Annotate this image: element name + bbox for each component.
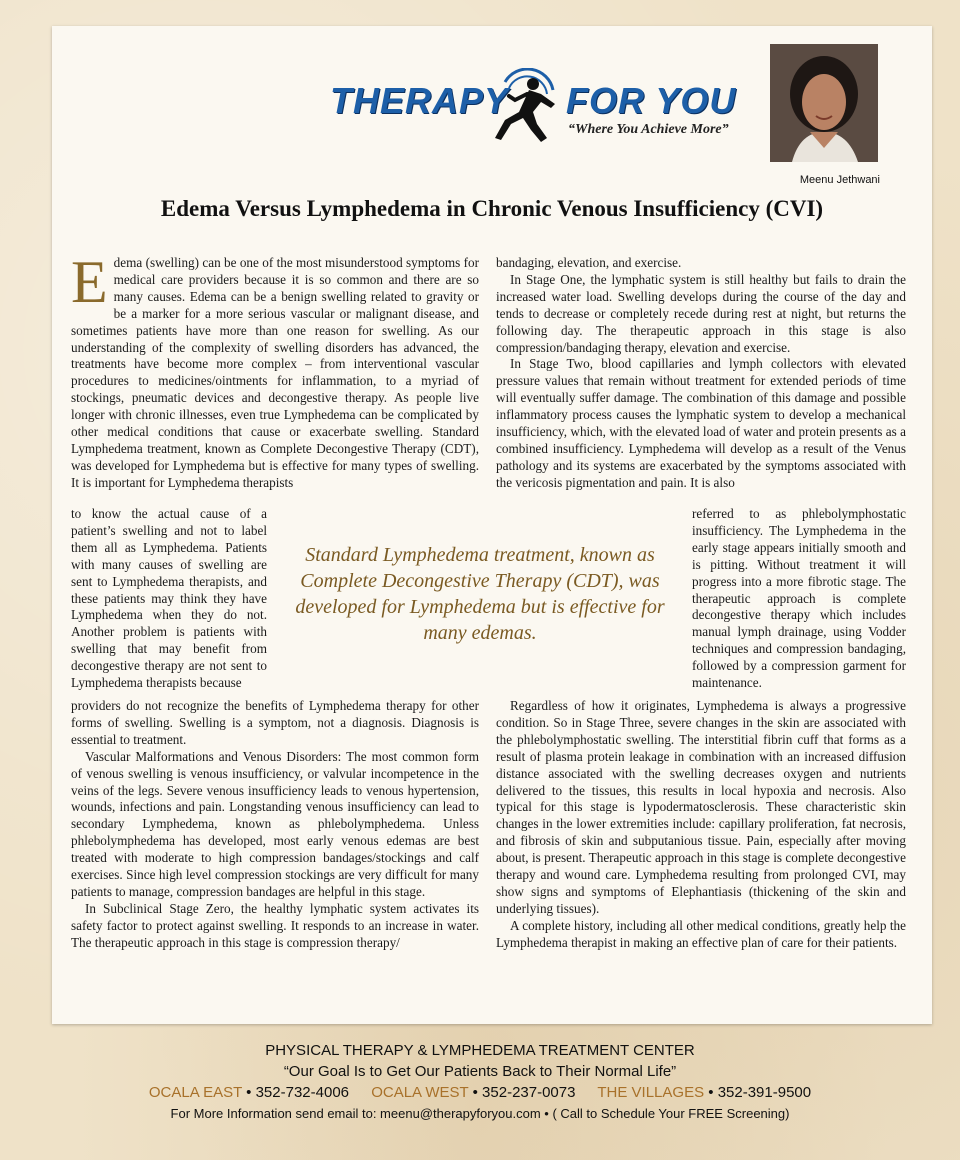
footer-center-name: PHYSICAL THERAPY & LYMPHEDEMA TREATMENT CENTER: [265, 1042, 695, 1059]
author-name: Meenu Jethwani: [799, 174, 880, 186]
intro-text: dema (swelling) can be one of the most misunderstood symptoms for medical care providers because it is so common and there are so many causes. Edema can be a benign swelling related to gravity or be a marker for a more serious vascular or malignant disease, and sometimes patients have more than one reason for swelling. As our understanding of the complexity of swelling disorders has advanced, the treatments have become more complex – from interventional vascular procedures to medicines/ointments for inflammation, to a myriad of stockings, pneumatic devices and decongestive therapy. As people live longer with chronic illnesses, even true Lymphedema can be complicated by other medical conditions that cause or exacerbate swelling. Standard Lymphedema treatment, known as Complete Decongestive Therapy (CDT), was developed for Lymphedema but is effective for many types of swelling. It is important for Lymphedema therapists: [71, 255, 479, 490]
drop-cap: E: [71, 249, 108, 315]
location-name: OCALA WEST: [371, 1084, 469, 1101]
paragraph-stage-one: In Stage One, the lymphatic system is still healthy but fails to drain the increased water load. Swelling develops during the course of the day and tends to decrease or completely recede during rest at night, but returns the following day. The therapeutic approach in this stage is also compression/bandaging therapy, elevation and exercise.: [496, 271, 906, 355]
paragraph-intro: [71, 249, 479, 492]
footer-contact[interactable]: For More Information send email to: meenu@therapyforyou.com • ( Call to Schedule Your FREE Screening): [170, 1106, 790, 1121]
paragraph-stage-two: In Stage Two, blood capillaries and lymph collectors with elevated pressure values that remain without treatment for extended periods of time will eventually suffer damage. The combination of this damage and possible inflammatory process causes the lymphatic system to develop a mechanical insufficiency, which, with the elevated load of water and protein presents as a combined insufficiency. Lymphedema will develop as a result of the Venus pathology and its systems are exacerbated by the symptoms associated with the vericosis pigmentation and pain. It is also: [496, 356, 906, 490]
paragraph-vascular: Vascular Malformations and Venous Disorders: The most common form of venous swelling is venous insufficiency, or valvular incompetence in the veins of the legs. Severe venous insufficiency leads to venous hypertension, wounds, infections and pain. Longstanding venous insufficiency can lead to secondary Lymphedema, known as phlebolymphedema. Unless phlebolymphedema has developed, most early venous edemas are best treated with moderate to high compression bandages/stockings and calf exercises. Since high level compression stockings are very difficult for many patients to manage, compression bandages are helpful in this stage.: [71, 748, 479, 899]
pull-quote: Standard Lymphedema treatment, known as Complete Decongestive Therapy (CDT), was developed for Lymphedema but is effective for many edemas.: [295, 544, 665, 644]
paragraph-intro-end: providers do not recognize the benefits of Lymphedema therapy for other forms of swelling. Swelling is a symptom, not a diagnosis. Diagnosis is essential to treatment.: [71, 698, 479, 747]
left-column-top: [71, 249, 479, 492]
right-column-top: [496, 255, 906, 492]
logo-word-right: FOR YOU: [566, 80, 737, 121]
right-column-bottom: [496, 698, 906, 952]
paragraph-stage-two-continued: referred to as phlebolymphostatic insufficiency. The Lymphedema in the early stage appears initially smooth and is pitting. Without treatment it will progress into a more fibrotic stage. The therapeutic approach is complete decongestive therapy which includes manual lymph drainage, using Vodder techniques and compression bandaging, followed by a compression garment for maintenance.: [692, 506, 906, 691]
paragraph-stage-zero-end: bandaging, elevation, and exercise.: [496, 255, 682, 270]
runner-icon: [475, 68, 571, 148]
paragraph-intro-continued: to know the actual cause of a patient’s swelling and not to label them all as Lymphedema. Patients with many causes of swelling are sent to Lymphedema therapists, and these patients may think they have Lymphedema when they do not. Another problem is patients with swelling that may benefit from decongestive therapy are not sent to Lymphedema therapists because: [71, 506, 267, 691]
left-column-wrap: [71, 506, 267, 692]
author-photo: [770, 44, 878, 162]
logo-word-left: THERAPY: [330, 80, 510, 121]
location-phone[interactable]: 352-391-9500: [717, 1084, 812, 1101]
logo-tagline: “Where You Achieve More”: [568, 122, 729, 137]
right-column-wrap: [692, 506, 906, 692]
footer-locations: OCALA EAST • 352-732-4006 OCALA WEST • 352-237-0073 THE VILLAGES • 352-391-9500: [148, 1084, 812, 1101]
paragraph-history: A complete history, including all other medical conditions, greatly help the Lymphedema therapist in making an effective plan of care for their patients.: [496, 917, 906, 950]
article-page: [52, 26, 932, 1024]
footer-slogan: “Our Goal Is to Get Our Patients Back to Their Normal Life”: [283, 1063, 677, 1080]
therapy-for-you-logo: [330, 68, 750, 148]
paragraph-stage-zero: In Subclinical Stage Zero, the healthy lymphatic system activates its safety factor to protect against swelling. It responds to an increase in water. The therapeutic approach in this stage is compression therapy/: [71, 900, 479, 950]
paragraph-stage-three: Regardless of how it originates, Lymphedema is always a progressive condition. So in Stage Three, severe changes in the skin are associated with the phlebolymphostatic swelling. The interstitial fibrin cuff that forms as a result of plasma protein leakage in combination with an increased diffusion distance associated with the swelling decreases oxygen and nutrients delivered to the tissues, this results in local hypoxia and necrosis. Also typical for this stage is lypodermatosclerosis. These characteristic skin changes in the lower extremities include: capillary proliferation, fat necrosis, and fibrosis of skin and subputanious tissue. Pain, especially after moving about, is present. Therapeutic approach in this stage is complete decongestive therapy and wound care. Lymphedema resulting from prolonged CVI, may show signs and symptoms of Elephantiasis (thickening of the skin and underlying tissues).: [496, 698, 906, 916]
author-portrait-icon: [770, 44, 878, 162]
location-phone[interactable]: 352-732-4006: [255, 1084, 350, 1101]
left-column-bottom: [71, 698, 479, 952]
article-title: Edema Versus Lymphedema in Chronic Venous Insufficiency (CVI): [160, 196, 824, 221]
location-name: THE VILLAGES: [597, 1084, 705, 1101]
location-name: OCALA EAST: [148, 1084, 242, 1101]
location-phone[interactable]: 352-237-0073: [482, 1084, 576, 1101]
footer: [0, 1040, 960, 1124]
